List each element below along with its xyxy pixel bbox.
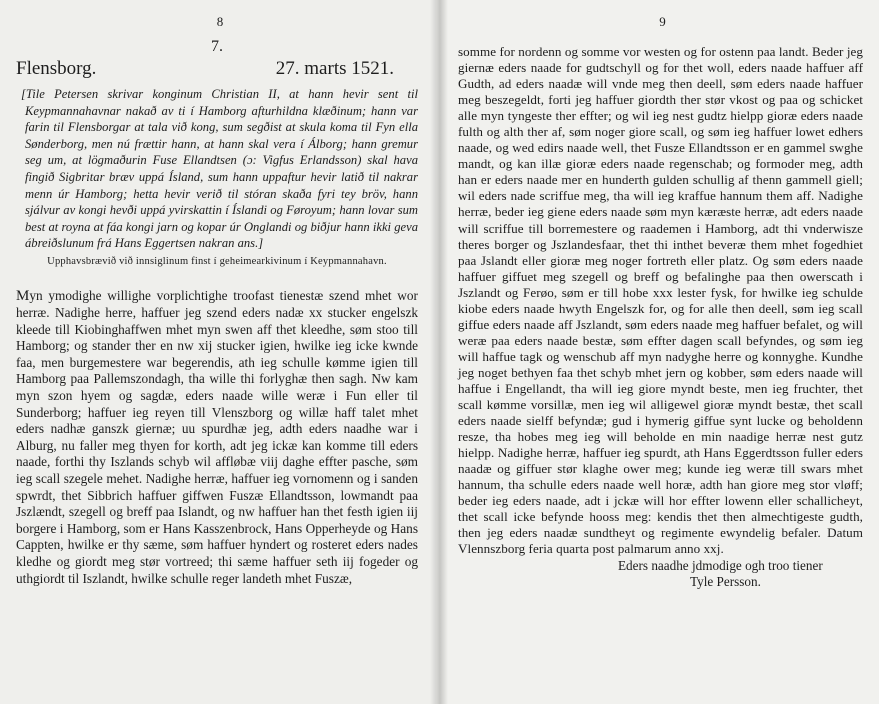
document-heading	[16, 58, 418, 80]
editorial-summary: [Tile Petersen skrivar konginum Christian II, at hann hevir sent til Keypmannahavnar nakað av ti í Hamborg afturhildna klæðinum; hann var farin til Flensborgar at tala við kong, sum segðist at skula koma til Fyn ella Sønderborg, men nú frættir hann, at hann skal vera í Álborg; hann gremur seg um, at lögmaðurin Fuse Ellandtsen (ɔ: Vigfus Erlandsson) skal hava fingið Sigbritar bræv uppá Ísland, sum hann uppaftur hevir latið til nakrar menn úr Hamborg; hetta hevir verið til stóran skaða fyri tey bröv, hann sjálvur av kongi hevði uppá yvirskattin í Íslandi og Føroyum; hann lovar sum best at royna at fáa kongi jarn og kopar úr Onglandi og biðjur hann ikki geva ábreiðslunum frá Hans Eggertsen nakran ans.]	[21, 87, 418, 251]
document-number: 7.	[211, 38, 223, 55]
letter-text-right: somme for nordenn og somme vor westen og for ostenn paa landt. Beder jeg giernæ eders naade for gudtschyll og for thet woll, eders naade haffuer aff Gudth, ad eders naadæ will vnde meg then deell, søm eders naade haffuer meg beszegeldt, forti jeg haffuer giordth ther stør vkost og paa og schicket alle myn tyngeste ther effter; og wil ieg nest gudtz hielpp gioræ eders naade fulth og alth ther af, søm noger giore scall, og søm ieg haffuer lowet edhers naade, og wed edirs naade well, thet Fusze Ellandtsson er en gammel swghe mandt, og kan illæ gioræ eders naade regenschab; og formoder meg, adth han er eders naade mer en hunderth gulden schullig af thenn gammell giell; wil eders nade scriffue meg, tha will ieg kraffue hannum them aff. Nadighe herræ, beder ieg giene eders naade søm myn kæræste herræ, adt eders naade will scriffue till borremestere og raademen i Hamborg, adt thi vnderwisze theres borger og Jszlandesfaar, thet thi inthet beveræ them mhet fogedhiet paa Jslandt eller gioræ meg noger fortreth eller platz. Og søm eders naade haffuer giffuet meg szegell og breff og befalinghe paa then owerscath i Jszlandt og Ferøo, søm er till hobe xxx lester fysk, for hwilke ieg schulde kiobe eders naade hwyth Engelszk for, og for alle then deell, søm ieg scall giffue eders naade aff Jszlandt, søm eders naade meg haffuer befalet, og will weræ paa eders naade bestæ, søm effter dagen scall befyndes, og søm ieg will haffue tagk og wenschub aff myn nadyghe herre og konnyghe. Kundhe jeg noget bethyen faa thet schyb mhet jern og kobber, søm eders naade will haffue i Engellandt, tha will ieg giore myndt beste, men ieg fruchter, thet scall kømme vorsillæ, men ieg wil alligewel gioræ myndt bestæ, thet scall eders naade sielff befyndæ; gud i hymerig giffue synt lucke og beholdenn resze, tha hobes meg ieg will beholde en min naadige herræ nest gutz hielpp. Nadighe herræ, haffuer ieg spurdt, ath Hans Eggerdtsson fuller eders naadæ og giffuer stør klaghe ower meg; kunde ieg weræ till swars mhet hannum, tha schulle eders naade well horæ, adth han giore meg stor vløff; beder ieg eders naade, adt i jckæ will hor effter lowenn eller schallicheyt, thet scall icke befynde hooss meg: kendis thet then almechtigeste gudth, then jeg eders naadæ sundtheyt og regimente ewyndelig befaler. Datum Vlennszborg feria quarta post palmarum anno xxj.	[458, 44, 863, 557]
closing-line: Eders naadhe jdmodige ogh troo tiener	[618, 557, 823, 573]
provenance-note: Upphavsbrævið við innsiglinum finst í geheimearkivinum í Keypmannahavn.	[47, 255, 387, 267]
page-number-right: 9	[659, 14, 666, 29]
right-page	[436, 0, 879, 704]
letter-body-left: yn ymodighe willighe vorplichtighe troofast tienestæ szend mhet wor herræ. Nadighe herre, haffuer jeg szend eders nadæ xx stucker engelszk kleede till Kiobinghaffwen mhet myn swen aff thet kleedhe, søm stoo till Hamborg; og stander ther en nw xij stucker igien, hwilke ieg icke kwnde faa, men burgemestere war begerendis, ath ieg schulle kømme igien till Hamborg paa Pallemszondagh, tha wille thi forlyghæ then sagh. Nw kam myn szon hyem og sagdæ, eders naade wille weræ i Fun eller til Sunderborg; haffuer ieg reyen till Vlenszborg og willæ haff talet mhet eders nadhæ ganszk giernæ; uu spurdhæ jeg, adth eders naadhe war i Alburg, nu faller meg thyen for korth, adt jeg ickæ kan komme till eders naade, forthi thy Iszlands schyb wil affløbæ viij daghe effter pasche, søm ieg scall szegele mehet. Nadighe herræ, haffuer ieg vornomenn og i sanden spwrdt, thet Sibbrich haffuer giffwen Fuszæ Ellandtsson, lowmandt paa Jszlændt, szegell og breff paa Islandt, og nw haffuer han thet festh igien iij borgere i Hamborg, som er Hans Kasszenbrock, Hans Opperheyde og Hans Cappten, hwilke er thy sæme, søm haffuer hyndert og rosteret eders nades kledhe og giordt meg stør vortreed; thi sæme haffuer seth iij fogeder og uthgiordt til Iszlandt, hwilke schulle reger landeth mhet Fuszæ,	[16, 288, 418, 586]
document-date: 27. marts 1521.	[275, 58, 394, 79]
letter-initial: M	[16, 288, 30, 305]
left-page	[0, 0, 436, 704]
page-number-left: 8	[216, 14, 224, 29]
signature: Tyle Persson.	[690, 573, 761, 589]
letter-text-left	[16, 288, 418, 587]
place-name: Flensborg.	[16, 58, 97, 79]
